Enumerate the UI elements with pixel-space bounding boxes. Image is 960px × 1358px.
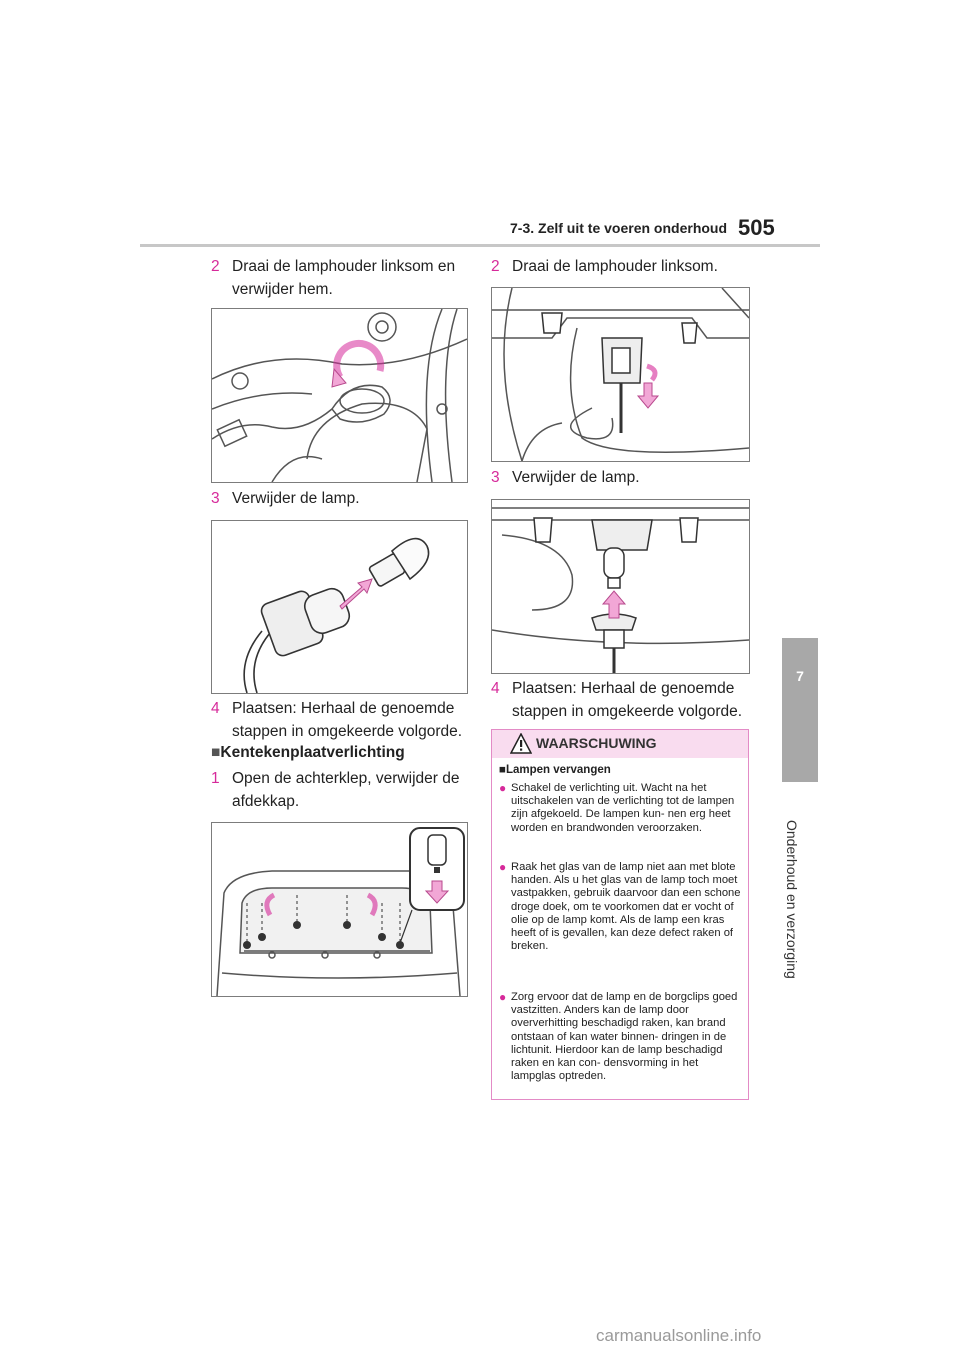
step-number: 4 <box>211 700 220 717</box>
step-number: 1 <box>211 770 220 787</box>
section-header: 7-3. Zelf uit te voeren onderhoud <box>510 220 728 236</box>
step-number: 3 <box>211 490 220 507</box>
warning-item <box>499 782 743 835</box>
section-heading <box>211 744 405 762</box>
step-text: Verwijder de lamp. <box>232 490 360 507</box>
step-text: Draai de lamphouder linksom en verwijder hem. <box>232 258 456 298</box>
trunk-cover-illustration <box>212 823 467 996</box>
warning-item-text: Raak het glas van de lamp niet aan met blote handen. Als u het glas van de lamp toch moet vastpakken, gebruik daarvoor dan een schone droge doek, om te voorkomen dat er vocht of olie op de lamp komt. Als de lamp een kras heeft of is gevallen, kan deze defect raken of breken. <box>511 861 741 953</box>
header-divider <box>140 244 820 247</box>
bullet-icon: ● <box>499 781 507 795</box>
section-heading-text: Kentekenplaatverlichting <box>220 744 405 761</box>
step-number: 2 <box>211 258 220 275</box>
warning-header <box>492 730 748 758</box>
step-text: Draai de lamphouder linksom. <box>512 258 718 275</box>
step-text: Plaatsen: Herhaal de genoemde stappen in omgekeerde volgorde. <box>232 700 463 740</box>
warning-item-text: Zorg ervoor dat de lamp en de borgclips goed vastzitten. Anders kan de lamp door oververhitting beschadigd raken, kan brand ontstaan of kan water binnen- dringen in de lichtunit. Hierdoor kan de lamp beschadigd raken en kan con- densvorming in het lampglas optreden. <box>511 991 738 1083</box>
step-number: 2 <box>491 258 500 275</box>
figure-rear-holder-rotate <box>491 287 750 462</box>
chapter-tab <box>782 638 818 782</box>
rear-bulb-illustration <box>492 500 749 673</box>
warning-item-text: Schakel de verlichting uit. Wacht na het uitschakelen van de verlichting tot de lampen zijn afgekoeld. De lampen kun- nen erg heet worden en brandwonden veroorzaken. <box>511 782 735 834</box>
chapter-label: Onderhoud en verzorging <box>784 820 800 979</box>
rear-holder-illustration <box>492 288 749 461</box>
step-number: 3 <box>491 469 500 486</box>
chapter-label-wrap <box>758 820 842 1060</box>
chapter-number: 7 <box>796 668 804 684</box>
warning-item <box>499 861 743 953</box>
left-step-1 <box>211 767 466 813</box>
right-step-3 <box>491 466 749 489</box>
step-text: Open de achterklep, verwijder de afdekkap. <box>232 770 460 810</box>
warning-title: WAARSCHUWING <box>536 735 657 751</box>
page-number: 505 <box>738 215 775 240</box>
left-step-2 <box>211 255 466 301</box>
lamp-holder-illustration <box>212 309 467 482</box>
step-text: Plaatsen: Herhaal de genoemde stappen in omgekeerde volgorde. <box>512 680 743 720</box>
warning-item <box>499 991 743 1083</box>
right-step-2 <box>491 255 749 278</box>
warning-box <box>491 729 749 1100</box>
warning-subheading: ■Lampen vervangen <box>499 764 611 776</box>
step-text: Verwijder de lamp. <box>512 469 640 486</box>
left-step-4 <box>211 697 466 743</box>
figure-lamp-holder-rotate <box>211 308 468 483</box>
section-marker: ■ <box>211 744 221 761</box>
figure-trunk-cover <box>211 822 468 997</box>
remove-bulb-illustration <box>212 521 467 693</box>
left-step-3 <box>211 487 466 510</box>
step-number: 4 <box>491 680 500 697</box>
watermark: carmanualsonline.info <box>596 1326 762 1345</box>
figure-remove-bulb <box>211 520 468 694</box>
warning-triangle-icon <box>510 733 532 754</box>
bullet-icon: ● <box>499 990 507 1004</box>
bullet-icon: ● <box>499 860 507 874</box>
figure-rear-remove-bulb <box>491 499 750 674</box>
right-step-4 <box>491 677 749 723</box>
